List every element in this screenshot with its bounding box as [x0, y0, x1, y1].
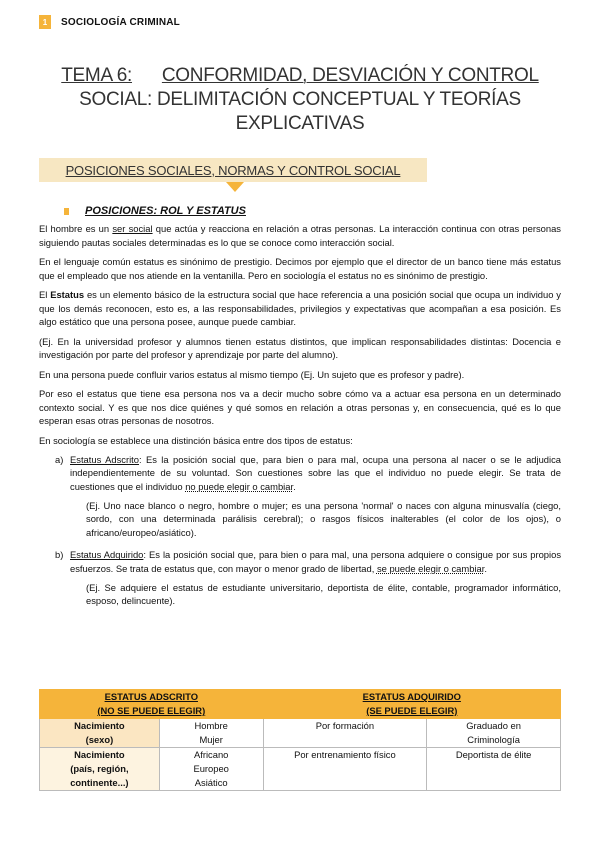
example-text: (Ej. Uno nace blanco o negro, hombre o mujer; es una persona 'normal' o naces con alguna minusvalía (ciego, sordo, con una determinada parálisis cerebral); o rasgos físicos inalterables (el color de los ojos), o africano/europeo/asiático). [86, 499, 561, 538]
table-cell: Africano Europeo Asiático [159, 748, 263, 791]
link-ser-social[interactable]: ser social [112, 223, 153, 234]
paragraph: El Estatus es un elemento básico de la estructura social que hace referencia a una posición social que ocupa un individuo y que los demás reconocen, esto es, a las responsabilidades, privilegios y expectativas que acompañan a esa posición. Es algo estático que una persona posee, aunque puede cambiar. [39, 288, 561, 328]
list-item: a) Estatus Adscrito: Es la posición social que, para bien o para mal, ocupa una persona al nacer o se le adjudica independientemente de su voluntad. Son cuestiones sobre las que el individuo no puede elegir. Se trata de cuestiones que el individuo no puede elegir o cambiar. [55, 453, 561, 493]
body-text [39, 222, 561, 613]
table-cell: Graduado en Criminología [427, 719, 561, 748]
paragraph: En sociología se establece una distinción básica entre dos tipos de estatus: [39, 434, 353, 446]
bullet-icon [64, 208, 69, 215]
paragraph: En el lenguaje común estatus es sinónimo de prestigio. Decimos por ejemplo que el director de un banco tiene más estatus que el empleado que nos atiende en la ventanilla. Pero en sociología el estatus no es sinónimo de prestigio. [39, 255, 561, 281]
table-row [40, 719, 561, 748]
status-table [39, 689, 561, 791]
term-adquirido: Estatus Adquirido [70, 549, 144, 561]
paragraph: Por eso el estatus que tiene esa persona nos va a decir mucho sobre cómo va a actuar esa persona en un determinado contexto social. Y es que nos dice quiénes y qué somos en relación a otras personas y, en consecuencia, qué es lo que esperan esas otras personas de nosotros. [39, 387, 561, 427]
down-arrow-icon [226, 182, 244, 192]
section-heading-box [39, 158, 427, 182]
table-cell: Nacimiento (sexo) [40, 719, 160, 748]
table-cell: Por formación [263, 719, 427, 748]
page-number: 1 [39, 15, 51, 29]
running-header [39, 15, 180, 29]
table-header-row [40, 690, 561, 719]
table-row [40, 748, 561, 791]
subsection-heading [64, 205, 246, 217]
paragraph: En una persona puede confluir varios estatus al mismo tiempo (Ej. Un sujeto que es profesor y padre). [39, 368, 465, 380]
section-title: POSICIONES SOCIALES, NORMAS Y CONTROL SOCIAL [65, 162, 401, 178]
list-item: b) Estatus Adquirido: Es la posición social que, para bien o para mal, una persona adquiere o consigue por sus propios esfuerzos. Se trata de estatus que, con mayor o menor grado de libertad, se puede elegir o cambiar. [55, 549, 562, 575]
table-cell: Por entrenamiento físico [263, 748, 427, 791]
title-line-3: EXPLICATIVAS [235, 113, 365, 134]
header-adquirido: ESTATUS ADQUIRIDO (SE PUEDE ELEGIR) [263, 690, 560, 719]
page-title [30, 64, 570, 136]
subsection-title: POSICIONES: ROL Y ESTATUS [85, 205, 246, 217]
paragraph: El hombre es un ser social que actúa y reacciona en relación a otras personas. La interacción continua con otras personas siguiendo pautas sociales determinadas es lo que se conoce como interacción social. [39, 223, 561, 248]
header-adscrito: ESTATUS ADSCRITO (NO SE PUEDE ELEGIR) [40, 690, 264, 719]
term-adscrito: Estatus Adscrito [70, 453, 139, 465]
table-cell: Deportista de élite [427, 748, 561, 791]
title-line-2: SOCIAL: DELIMITACIÓN CONCEPTUAL Y TEORÍAS [79, 89, 521, 110]
title-prefix: TEMA 6: [61, 65, 133, 86]
table-cell: Hombre Mujer [159, 719, 263, 748]
status-types-list [55, 453, 561, 608]
paragraph: (Ej. En la universidad profesor y alumnos tienen estatus distintos, que implican responsabilidades distintas: Docencia e investigación por parte del profesor y aprendizaje por parte del alumno). [39, 335, 561, 361]
table-cell: Nacimiento (país, región, continente...) [40, 748, 160, 791]
running-title: SOCIOLOGÍA CRIMINAL [61, 16, 180, 28]
example-text: (Ej. Se adquiere el estatus de estudiante universitario, deportista de élite, contable, programador informático, esposo, delincuente). [86, 581, 561, 607]
title-line-1: CONFORMIDAD, DESVIACIÓN Y CONTROL [161, 65, 539, 86]
